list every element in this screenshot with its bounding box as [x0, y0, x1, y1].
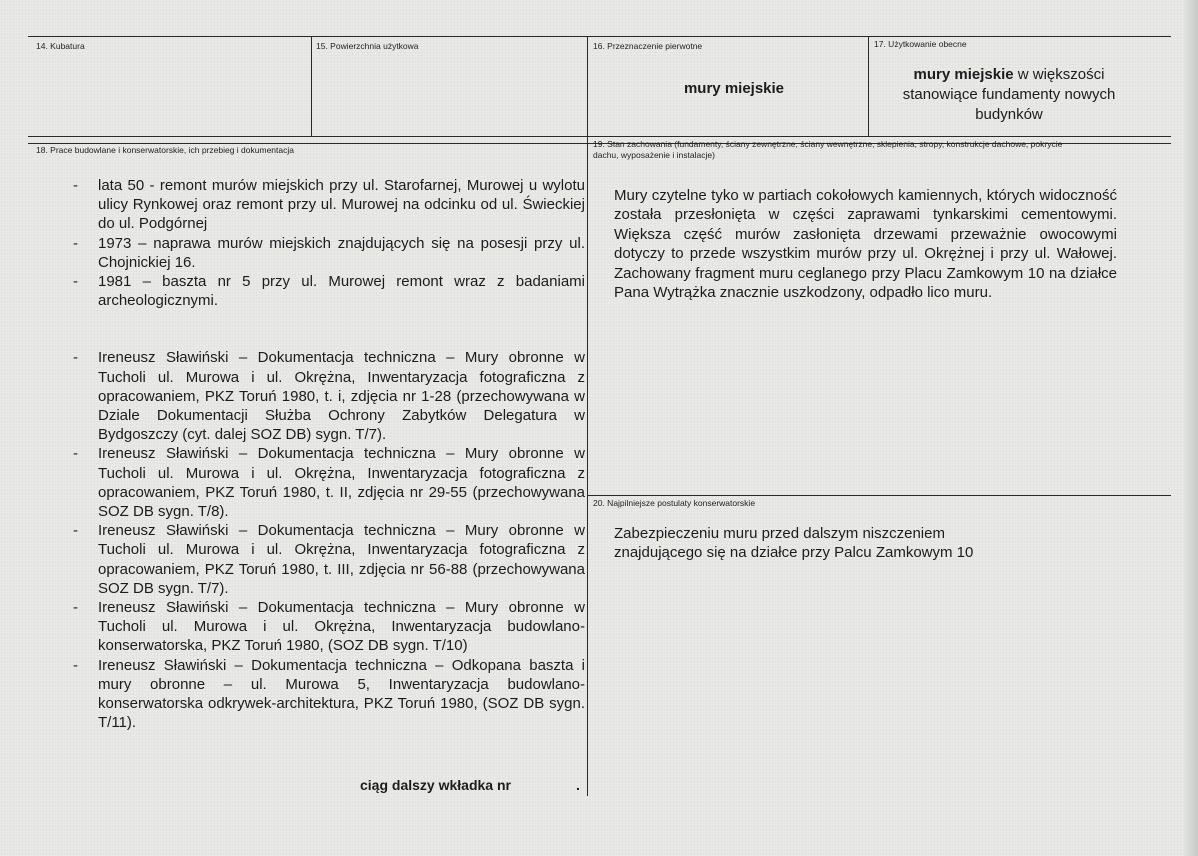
list-item: - Ireneusz Sławiński – Dokumentacja techniczna – Mury obronne w Tucholi ul. Murowa i ul. Okrężna, Inwentaryzacja fotograficzna z opracowaniem, PKZ Toruń 1980, t. III, zdjęcia nr 56-88 (przechowywana SOZ DB sygn. T/7).: [73, 521, 585, 598]
list-item: - Ireneusz Sławiński – Dokumentacja techniczna – Mury obronne w Tucholi ul. Murowa i ul. Okrężna, Inwentaryzacja fotograficzna z opracowaniem, PKZ Toruń 1980, t. II, zdjęcia nr 29-55 (przechowywana SOZ DB sygn. T/8).: [73, 444, 585, 521]
field-18-label: 18. Prace budowlane i konserwatorskie, ich przebieg i dokumentacja: [36, 145, 294, 155]
list-item: - 1973 – naprawa murów miejskich znajdujących się na posesji przy ul. Chojnickiej 16.: [73, 234, 585, 272]
rule-col-3: [868, 36, 869, 136]
field-17-value-rest: w większości stanowiące fundamenty nowych budynków: [902, 66, 1116, 123]
field-14-label: 14. Kubatura: [36, 41, 85, 51]
field-16-label: 16. Przeznaczenie pierwotne: [593, 41, 703, 51]
rule-row-1: [28, 136, 1171, 137]
field-17-value: [878, 65, 1140, 125]
field-18-list: [73, 176, 585, 732]
field-17-value-bold: mury miejskie: [913, 66, 1014, 83]
field-15-label: 15. Powierzchnia użytkowa: [316, 41, 419, 51]
list-item: - Ireneusz Sławiński – Dokumentacja techniczna – Odkopana baszta i mury obronne – ul. Murowa 5, Inwentaryzacja budowlano-konserwatorska odkrywek-architektura, PKZ Toruń 1980, (SOZ DB sygn. T/11).: [73, 656, 585, 733]
rule-col-1: [311, 36, 312, 136]
list-item: - 1981 – baszta nr 5 przy ul. Murowej remont wraz z badaniami archeologicznymi.: [73, 272, 585, 310]
field-16-value: mury miejskie: [683, 80, 785, 97]
rule-col-2: [587, 36, 588, 796]
list-item: - lata 50 - remont murów miejskich przy ul. Starofarnej, Murowej u wylotu ulicy Rynkowej oraz remont przy ul. Murowej na odcinku od ul. Świeckiej do ul. Podgórnej: [73, 176, 585, 234]
field-19-text: Mury czytelne tyko w partiach cokołowych kamiennych, których widoczność została przesłonięta w części zaprawami tynkarskimi cementowymi. Większa część murów zasłonięta drzewami przeważnie owocowymi dotyczy to przede wszystkim murów przy ul. Okrężnej i przy ul. Wałowej. Zachowany fragment muru ceglanego przy Placu Zamkowym 10 na działce Pana Wytrążka znacznie uszkodzony, odpadło lico muru.: [614, 187, 1117, 302]
rule-top: [28, 36, 1171, 37]
continuation-note: ciąg dalszy wkładka nr: [360, 777, 511, 793]
field-20-label: 20. Najpilniejsze postulaty konserwatorskie: [593, 498, 756, 508]
rule-f20-top: [587, 495, 1171, 496]
scan-edge: [1184, 0, 1198, 856]
field-19-label: 19. Stan zachowania (fundamenty, ściany zewnętrzne, ściany wewnętrzne, sklepienia, stropy, konstrukcje dachowe, pokrycie dachu, wyposażenie i instalacje): [593, 139, 1063, 160]
list-item: - Ireneusz Sławiński – Dokumentacja techniczna – Mury obronne w Tucholi ul. Murowa i ul. Okrężna, Inwentaryzacja budowlano-konserwatorska, PKZ Toruń 1980, (SOZ DB sygn. T/10): [73, 598, 585, 656]
list-item: - Ireneusz Sławiński – Dokumentacja techniczna – Mury obronne w Tucholi ul. Murowa i ul. Okrężna, Inwentaryzacja fotograficzna z opracowaniem, PKZ Toruń 1980, t. i, zdjęcia nr 1-28 (przechowywana w Dziale Dokumentacji Służba Ochrony Zabytków Delegatura w Bydgoszczy (cyt. dalej SOZ DB) sygn. T/7).: [73, 348, 585, 444]
continuation-number: .: [576, 777, 580, 793]
field-20-text: Zabezpieczeniu muru przed dalszym niszczeniem znajdującego się na działce przy Palcu Zamkowym 10: [614, 525, 974, 562]
field-17-label: 17. Użytkowanie obecne: [874, 39, 967, 49]
